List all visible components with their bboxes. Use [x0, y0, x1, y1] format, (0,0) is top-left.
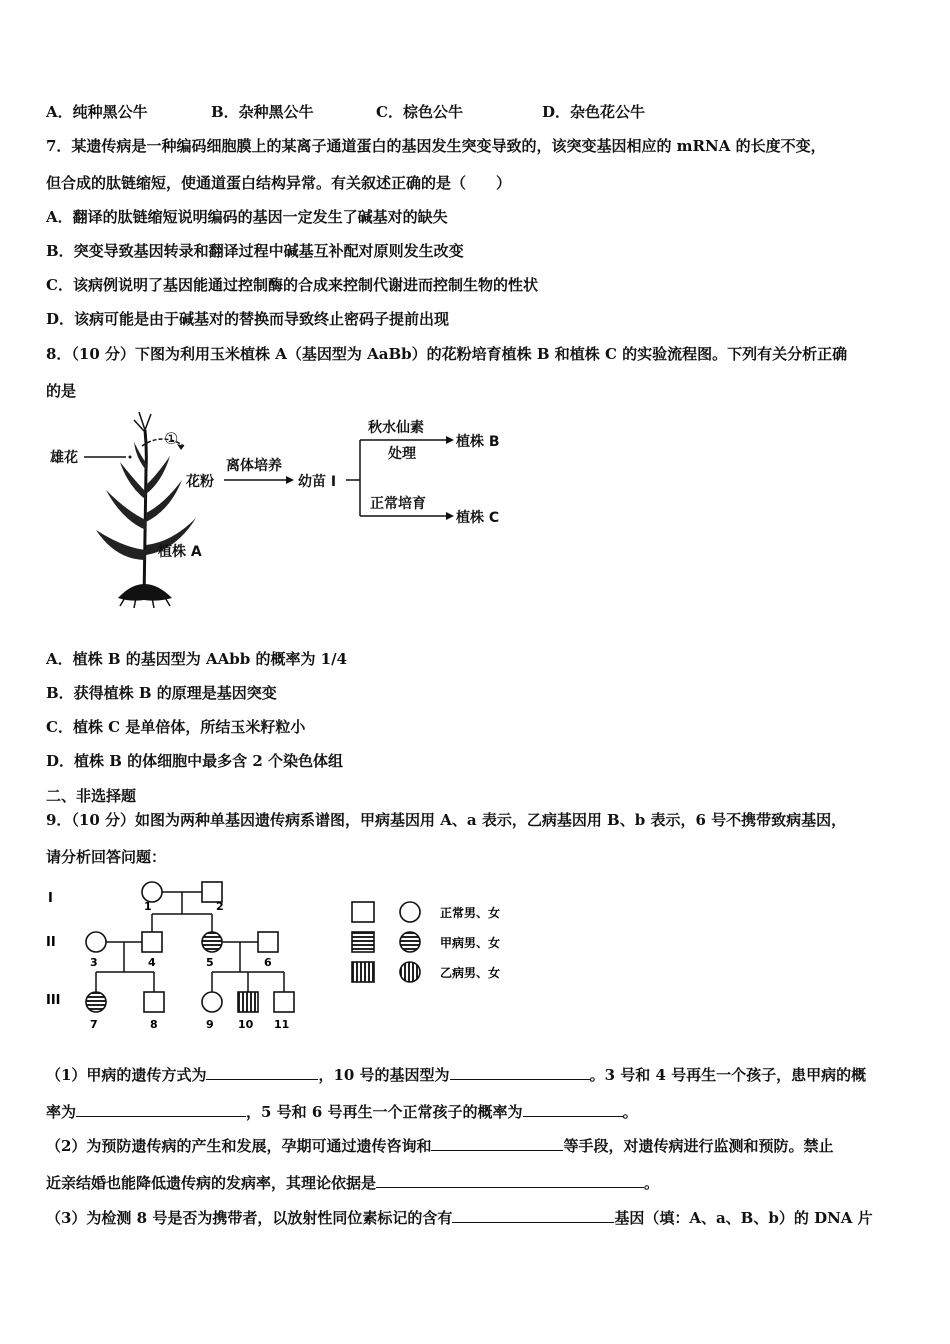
- q9-part1-text-f: 。: [622, 1103, 638, 1121]
- legend-normal-female: [400, 902, 420, 922]
- q9-part1-text-b: ，10 号的基因型为: [318, 1066, 450, 1084]
- q6-option-b: B．杂种黑公牛: [211, 103, 314, 121]
- q9-part2-text-b: 等手段，对遗传病进行监测和预防。禁止: [563, 1137, 834, 1155]
- q8-option-d: D．植株 B 的体细胞中最多含 2 个染色体组: [46, 752, 344, 770]
- q8-stem-line1: 8．（10 分）下图为利用玉米植株 A（基因型为 AaBb）的花粉培育植株 B 和植株 C 的实验流程图。下列有关分析正确: [46, 345, 848, 363]
- section-heading: 二、非选择题: [46, 787, 137, 805]
- label-7: 7: [90, 1018, 98, 1031]
- individual-9: [202, 992, 222, 1012]
- colchicine-label: 秋水仙素: [368, 420, 424, 436]
- individual-5: [202, 932, 222, 952]
- individual-4: [142, 932, 162, 952]
- individual-11: [274, 992, 294, 1012]
- individual-6: [258, 932, 278, 952]
- plant-c-label: 植株 C: [456, 510, 500, 526]
- legend-disease-b-male: [352, 962, 374, 982]
- q8-option-a: A．植株 B 的基因型为 AAbb 的概率为 1/4: [46, 650, 348, 668]
- q9-stem-line1: 9．（10 分）如图为两种单基因遗传病系谱图，甲病基因用 A、a 表示，乙病基因用 B、b 表示，6 号不携带致病基因，: [46, 811, 847, 829]
- pedigree-legend: [348, 896, 528, 992]
- label-2: 2: [216, 900, 224, 913]
- pollen-label: 花粉: [186, 474, 214, 490]
- seedling-label: 幼苗 I: [298, 474, 337, 490]
- label-1: 1: [144, 900, 152, 913]
- answer-blank-prenatal-method[interactable]: [431, 1134, 563, 1151]
- q7-stem-line1: 7．某遗传病是一种编码细胞膜上的某离子通道蛋白的基因发生突变导致的，该突变基因相应的 mRNA 的长度不变，: [46, 137, 826, 155]
- individual-1: [142, 882, 162, 902]
- legend-disease-b-female: [400, 962, 420, 982]
- q6-option-c: C．棕色公牛: [376, 103, 463, 121]
- plant-a-label: 植株 A: [158, 544, 202, 560]
- q9-part3-text-a: （3）为检测 8 号是否为携带者，以放射性同位素标记的含有: [46, 1209, 453, 1227]
- tassel: [134, 412, 151, 432]
- answer-blank-probe-gene[interactable]: [452, 1206, 614, 1223]
- q9-part2-text-c: 近亲结婚也能降低遗传病的发病率，其理论依据是: [46, 1174, 377, 1192]
- q8-option-b: B．获得植株 B 的原理是基因突变: [46, 684, 277, 702]
- label-3: 3: [90, 956, 98, 969]
- generation-label-1: I: [48, 891, 53, 906]
- q9-part1-line2: [46, 1100, 910, 1123]
- q9-part3-text-b: 基因（填：A、a、B、b）的 DNA 片: [614, 1209, 873, 1227]
- q6-option-d: D．杂色花公牛: [542, 103, 646, 121]
- q9-part2-text-a: （2）为预防遗传病的产生和发展，孕期可通过遗传咨询和: [46, 1137, 432, 1155]
- q9-part1-text-e: ，5 号和 6 号再生一个正常孩子的概率为: [246, 1103, 523, 1121]
- q9-part2-line1: [46, 1134, 910, 1157]
- label-9: 9: [206, 1018, 214, 1031]
- culture-label: 离体培养: [226, 458, 282, 474]
- q9-part2-line2: [46, 1171, 910, 1194]
- generation-label-2: II: [46, 935, 56, 950]
- answer-blank-probability-normal[interactable]: [523, 1100, 623, 1117]
- q8-option-c: C．植株 C 是单倍体，所结玉米籽粒小: [46, 718, 306, 736]
- q8-stem-line2: 的是: [46, 382, 77, 400]
- legend-disease-a-female: [400, 932, 420, 952]
- q7-option-d: D．该病可能是由于碱基对的替换而导致终止密码子提前出现: [46, 310, 450, 328]
- individual-10: [238, 992, 258, 1012]
- q9-part1-text-d: 率为: [46, 1103, 77, 1121]
- individual-3: [86, 932, 106, 952]
- legend-disease-a-label: 甲病男、女: [440, 936, 501, 950]
- generation-label-3: III: [46, 993, 61, 1008]
- q9-part1-text-c: 。3 号和 4 号再生一个孩子，患甲病的概: [589, 1066, 867, 1084]
- individual-8: [144, 992, 164, 1012]
- label-5: 5: [206, 956, 214, 969]
- q9-part1-line1: [46, 1063, 910, 1086]
- plant-b-label: 植株 B: [456, 434, 500, 450]
- label-6: 6: [264, 956, 272, 969]
- q7-option-c: C．该病例说明了基因能通过控制酶的合成来控制代谢进而控制生物的性状: [46, 276, 538, 294]
- legend-normal-male: [352, 902, 374, 922]
- q6-option-a: A．纯种黑公牛: [46, 103, 148, 121]
- q9-part2-text-d: 。: [644, 1174, 660, 1192]
- label-8: 8: [150, 1018, 158, 1031]
- legend-disease-b-label: 乙病男、女: [440, 966, 501, 980]
- legend-normal-label: 正常男、女: [440, 906, 501, 920]
- individual-7: [86, 992, 106, 1012]
- q9-stem-line2: 请分析回答问题：: [46, 848, 167, 866]
- legend-disease-a-male: [352, 932, 374, 952]
- label-11: 11: [274, 1018, 290, 1031]
- individual-2: [202, 882, 222, 902]
- plant-stalk: [144, 430, 146, 600]
- answer-blank-theory-basis[interactable]: [376, 1171, 644, 1188]
- q7-stem-line2: 但合成的肽链缩短，使通道蛋白结构异常。有关叙述正确的是（ ）: [46, 174, 512, 192]
- pedigree-chart: [46, 876, 316, 1036]
- step-one-label: ①: [164, 429, 179, 448]
- label-4: 4: [148, 956, 156, 969]
- male-flower-label: 雄花: [50, 450, 78, 466]
- treatment-label: 处理: [388, 446, 416, 462]
- answer-blank-inheritance-mode[interactable]: [206, 1063, 318, 1080]
- plant-roots: [118, 584, 172, 601]
- answer-blank-genotype-10[interactable]: [450, 1063, 590, 1080]
- answer-blank-probability-a[interactable]: [76, 1100, 246, 1117]
- q9-part3-line1: [46, 1206, 910, 1229]
- q9-part1-text-a: （1）甲病的遗传方式为: [46, 1066, 207, 1084]
- q7-option-a: A．翻译的肽链缩短说明编码的基因一定发生了碱基对的缺失: [46, 208, 448, 226]
- label-10: 10: [238, 1018, 254, 1031]
- normal-culture-label: 正常培育: [370, 496, 426, 512]
- q7-option-b: B．突变导致基因转录和翻译过程中碱基互补配对原则发生改变: [46, 242, 464, 260]
- q8-flow-diagram: [46, 410, 516, 610]
